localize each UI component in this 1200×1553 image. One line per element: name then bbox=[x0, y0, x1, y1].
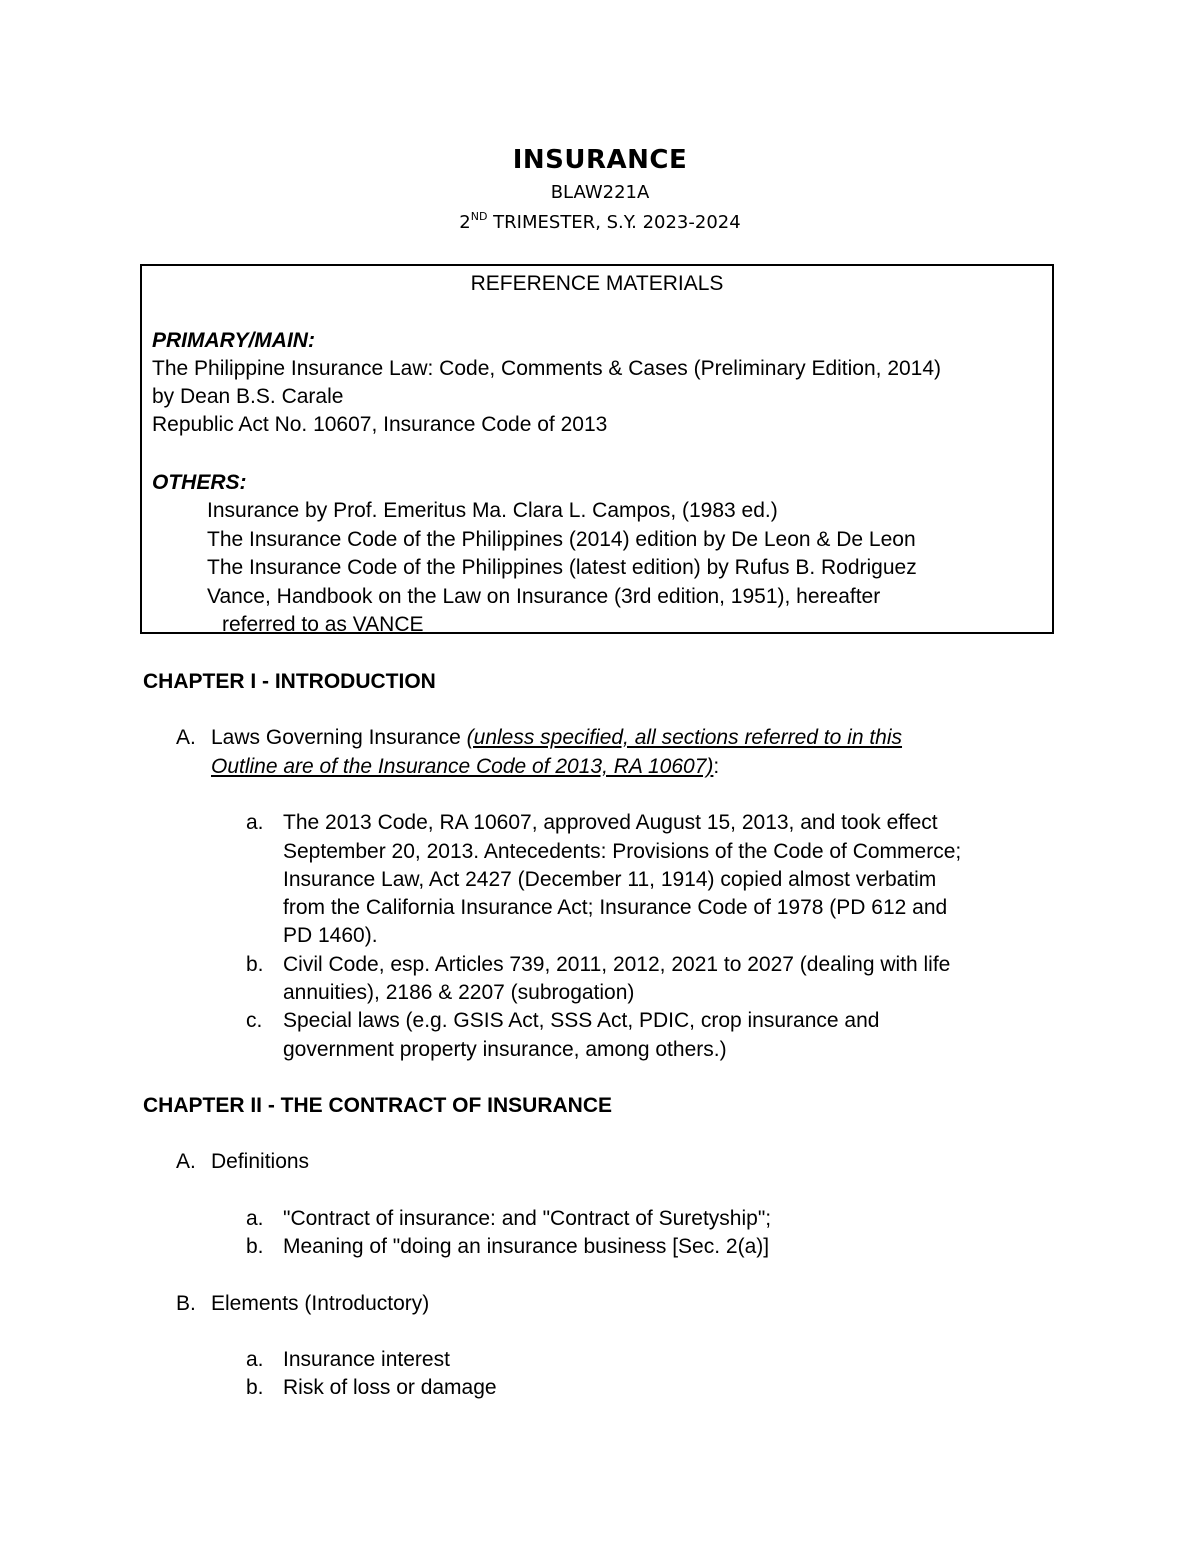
other-ref-line: The Insurance Code of the Philippines (2014) edition by De Leon & De Leon bbox=[207, 528, 916, 551]
section-a-text bbox=[211, 724, 902, 752]
term-rest: TRIMESTER, S.Y. 2023-2024 bbox=[487, 212, 741, 233]
item-label: b. bbox=[246, 1235, 264, 1258]
item-line: from the California Insurance Act; Insurance Code of 1978 (PD 612 and bbox=[283, 896, 948, 919]
primary-label: PRIMARY/MAIN: bbox=[152, 329, 315, 352]
section-title: Definitions bbox=[211, 1150, 310, 1173]
section-a-note: (unless specified, all sections referred to in this bbox=[466, 726, 903, 749]
section-label: A. bbox=[176, 726, 196, 749]
item-label: b. bbox=[246, 1376, 264, 1399]
chapter-2-title: CHAPTER II - THE CONTRACT OF INSURANCE bbox=[143, 1094, 612, 1117]
term-line bbox=[0, 210, 1200, 233]
chapter-1-title: CHAPTER I - INTRODUCTION bbox=[143, 670, 436, 693]
other-ref-line: Insurance by Prof. Emeritus Ma. Clara L. Campos, (1983 ed.) bbox=[207, 499, 778, 522]
term-ordinal: 2 bbox=[459, 212, 471, 233]
item-line: Insurance Law, Act 2427 (December 11, 1914) copied almost verbatim bbox=[283, 868, 937, 891]
item-label: c. bbox=[246, 1009, 263, 1032]
item-line: Insurance interest bbox=[283, 1348, 450, 1371]
item-label: a. bbox=[246, 1348, 264, 1371]
item-line: annuities), 2186 & 2207 (subrogation) bbox=[283, 981, 635, 1004]
section-label: B. bbox=[176, 1292, 196, 1315]
term-ordinal-suffix: ND bbox=[470, 210, 488, 223]
other-ref-line: Vance, Handbook on the Law on Insurance (3rd edition, 1951), hereafter bbox=[207, 585, 881, 608]
item-line: "Contract of insurance: and "Contract of Suretyship"; bbox=[283, 1207, 772, 1230]
primary-ref-line: Republic Act No. 10607, Insurance Code of 2013 bbox=[152, 413, 608, 436]
item-line: Meaning of "doing an insurance business [Sec. 2(a)] bbox=[283, 1235, 770, 1258]
other-ref-line: referred to as VANCE bbox=[222, 613, 424, 636]
section-title: Elements (Introductory) bbox=[211, 1292, 430, 1315]
item-line: government property insurance, among others.) bbox=[283, 1038, 727, 1061]
section-label: A. bbox=[176, 1150, 196, 1173]
section-a-note: Outline are of the Insurance Code of 2013, RA 10607) bbox=[211, 755, 714, 778]
others-label: OTHERS: bbox=[152, 471, 247, 494]
item-label: b. bbox=[246, 953, 264, 976]
course-code: BLAW221A bbox=[550, 182, 650, 203]
reference-materials-box bbox=[140, 264, 1054, 634]
section-a-text-cont bbox=[211, 753, 719, 781]
primary-ref-line: by Dean B.S. Carale bbox=[152, 385, 344, 408]
document-title: INSURANCE bbox=[512, 145, 688, 175]
reference-heading: REFERENCE MATERIALS bbox=[470, 272, 724, 295]
item-line: Special laws (e.g. GSIS Act, SSS Act, PDIC, crop insurance and bbox=[283, 1009, 880, 1032]
other-ref-line: The Insurance Code of the Philippines (latest edition) by Rufus B. Rodriguez bbox=[207, 556, 917, 579]
item-label: a. bbox=[246, 1207, 264, 1230]
item-line: The 2013 Code, RA 10607, approved August 15, 2013, and took effect bbox=[283, 811, 938, 834]
section-a-colon: : bbox=[713, 755, 720, 778]
primary-ref-line: The Philippine Insurance Law: Code, Comments & Cases (Preliminary Edition, 2014) bbox=[152, 357, 942, 380]
section-a-title: Laws Governing Insurance bbox=[211, 726, 467, 749]
item-label: a. bbox=[246, 811, 264, 834]
item-line: Risk of loss or damage bbox=[283, 1376, 497, 1399]
item-line: PD 1460). bbox=[283, 924, 378, 947]
item-line: Civil Code, esp. Articles 739, 2011, 2012, 2021 to 2027 (dealing with life bbox=[283, 953, 951, 976]
item-line: September 20, 2013. Antecedents: Provisions of the Code of Commerce; bbox=[283, 840, 962, 863]
